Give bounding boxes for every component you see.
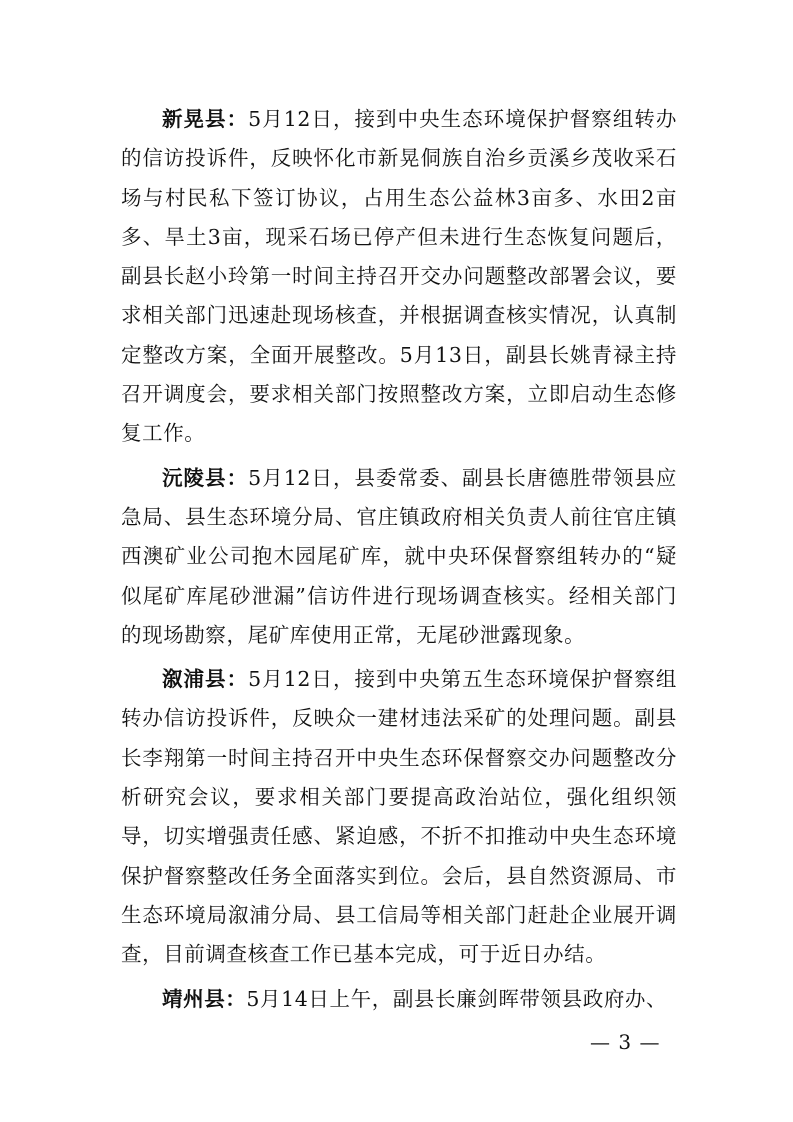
paragraph-text-xinhuang: 5月12日，接到中央生态环境保护督察组转办的信访投诉件，反映怀化市新晃侗族自治乡贡溪乡茂收采石场与村民私下签订协议，占用生态公益林3亩多、水田2亩多、旱土3亩，现采石场已停产但未进行生态恢复问题后，副县长赵小玲第一时间主持召开交办问题整改部署会议，要求相关部门迅速赴现场核查，并根据调查核实情况，认真制定整改方案，全面开展整改。5月13日，副县长姚青禄主持召开调度会，要求相关部门按照整改方案，立即启动生态修复工作。 xyxy=(121,107,677,446)
paragraph-text-jingzhou: 5月14日上午，副县长廉剑晖带领县政府办、 xyxy=(246,986,668,1011)
paragraph-jingzhou xyxy=(121,980,677,1019)
paragraph-xinhuang xyxy=(121,100,677,454)
county-label-jingzhou: 靖州县： xyxy=(162,986,247,1011)
paragraph-text-yuanling: 5月12日，县委常委、副县长唐德胜带领县应急局、县生态环境分局、官庄镇政府相关负责人前往官庄镇西澳矿业公司抱木园尾矿库，就中央环保督察组转办的“疑似尾矿库尾砂泄漏”信访件进行现场调查核实。经相关部门的现场勘察，尾矿库使用正常，无尾砂泄露现象。 xyxy=(121,465,677,647)
paragraph-text-xupu: 5月12日，接到中央第五生态环境保护督察组转办信访投诉件，反映众一建材违法采矿的处理问题。副县长李翔第一时间主持召开中央生态环保督察交办问题整改分析研究会议，要求相关部门要提高政治站位，强化组织领导，切实增强责任感、紧迫感，不折不扣推动中央生态环境保护督察整改任务全面落实到位。会后，县自然资源局、市生态环境局溆浦分局、县工信局等相关部门赶赴企业展开调查，目前调查核查工作已基本完成，可于近日办结。 xyxy=(121,667,677,967)
county-label-xinhuang: 新晃县： xyxy=(162,107,249,131)
paragraph-xupu xyxy=(121,660,677,974)
paragraph-yuanling xyxy=(121,459,677,655)
county-label-xupu: 溆浦县： xyxy=(162,667,249,692)
report-body xyxy=(121,100,677,1024)
page-number: — 3 — xyxy=(590,1030,661,1054)
county-label-yuanling: 沅陵县： xyxy=(162,465,249,490)
